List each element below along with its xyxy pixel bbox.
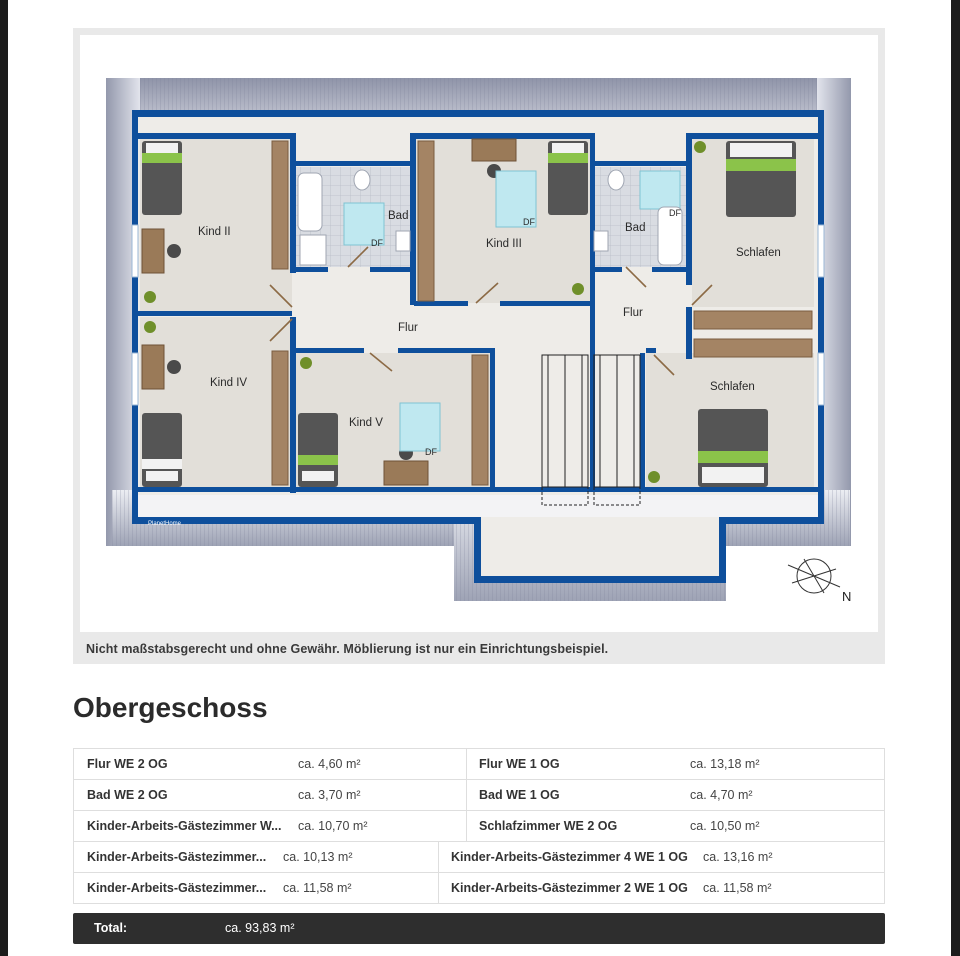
area-value: ca. 4,70 m²	[690, 788, 753, 802]
area-value: ca. 10,50 m²	[690, 819, 760, 833]
floorplan-image[interactable]	[80, 35, 878, 632]
room-label-kind2: Kind II	[198, 226, 231, 238]
room-label-kind5: Kind V	[349, 417, 383, 429]
area-value: ca. 10,70 m²	[298, 819, 368, 833]
left-frame-edge	[0, 0, 8, 956]
planethome-watermark: PlanetHome	[148, 521, 182, 527]
area-value: ca. 11,58 m²	[283, 881, 352, 895]
area-value: ca. 13,16 m²	[703, 850, 773, 864]
table-row	[74, 811, 884, 842]
total-label: Total:	[94, 921, 128, 935]
df-label: DF	[371, 238, 383, 248]
room-label-schlafen-bottom: Schlafen	[710, 381, 755, 393]
area-label: Bad WE 2 OG	[87, 788, 168, 802]
area-label: Kinder-Arbeits-Gästezimmer 4 WE 1 OG	[451, 850, 688, 864]
area-label: Kinder-Arbeits-Gästezimmer 2 WE 1 OG	[451, 881, 688, 895]
table-row	[74, 749, 884, 780]
area-table	[73, 748, 885, 904]
area-value: ca. 3,70 m²	[298, 788, 361, 802]
table-row	[74, 873, 884, 903]
compass-icon	[788, 559, 840, 593]
table-row	[74, 780, 884, 811]
area-value: ca. 13,18 m²	[690, 757, 760, 771]
compass-north-label: N	[842, 589, 852, 604]
room-label-flur-right: Flur	[623, 307, 643, 319]
df-label: DF	[425, 447, 437, 457]
area-label: Flur WE 2 OG	[87, 757, 168, 771]
table-row	[74, 842, 884, 873]
total-value: ca. 93,83 m²	[225, 921, 295, 935]
area-label: Kinder-Arbeits-Gästezimmer W...	[87, 819, 282, 833]
area-label: Kinder-Arbeits-Gästezimmer...	[87, 850, 267, 864]
floorplan-caption: Nicht maßstabsgerecht und ohne Gewähr. Möblierung ist nur ein Einrichtungsbeispiel.	[86, 642, 609, 656]
area-label: Schlafzimmer WE 2 OG	[479, 819, 618, 833]
area-value: ca. 10,13 m²	[283, 850, 353, 864]
area-label: Flur WE 1 OG	[479, 757, 560, 771]
area-value: ca. 11,58 m²	[703, 881, 772, 895]
room-label-kind4: Kind IV	[210, 377, 248, 389]
df-label: DF	[523, 217, 535, 227]
floorplan-card	[73, 28, 885, 664]
area-label: Kinder-Arbeits-Gästezimmer...	[87, 881, 267, 895]
room-label-bad-right: Bad	[625, 222, 646, 234]
room-label-bad-left: Bad	[388, 210, 409, 222]
area-label: Bad WE 1 OG	[479, 788, 560, 802]
room-label-flur-left: Flur	[398, 322, 418, 334]
right-frame-edge	[951, 0, 960, 956]
room-label-schlafen-top: Schlafen	[736, 247, 781, 259]
total-bar	[73, 913, 885, 944]
df-label: DF	[669, 208, 681, 218]
section-title: Obergeschoss	[73, 692, 268, 723]
area-value: ca. 4,60 m²	[298, 757, 361, 771]
room-label-kind3: Kind III	[486, 238, 522, 250]
